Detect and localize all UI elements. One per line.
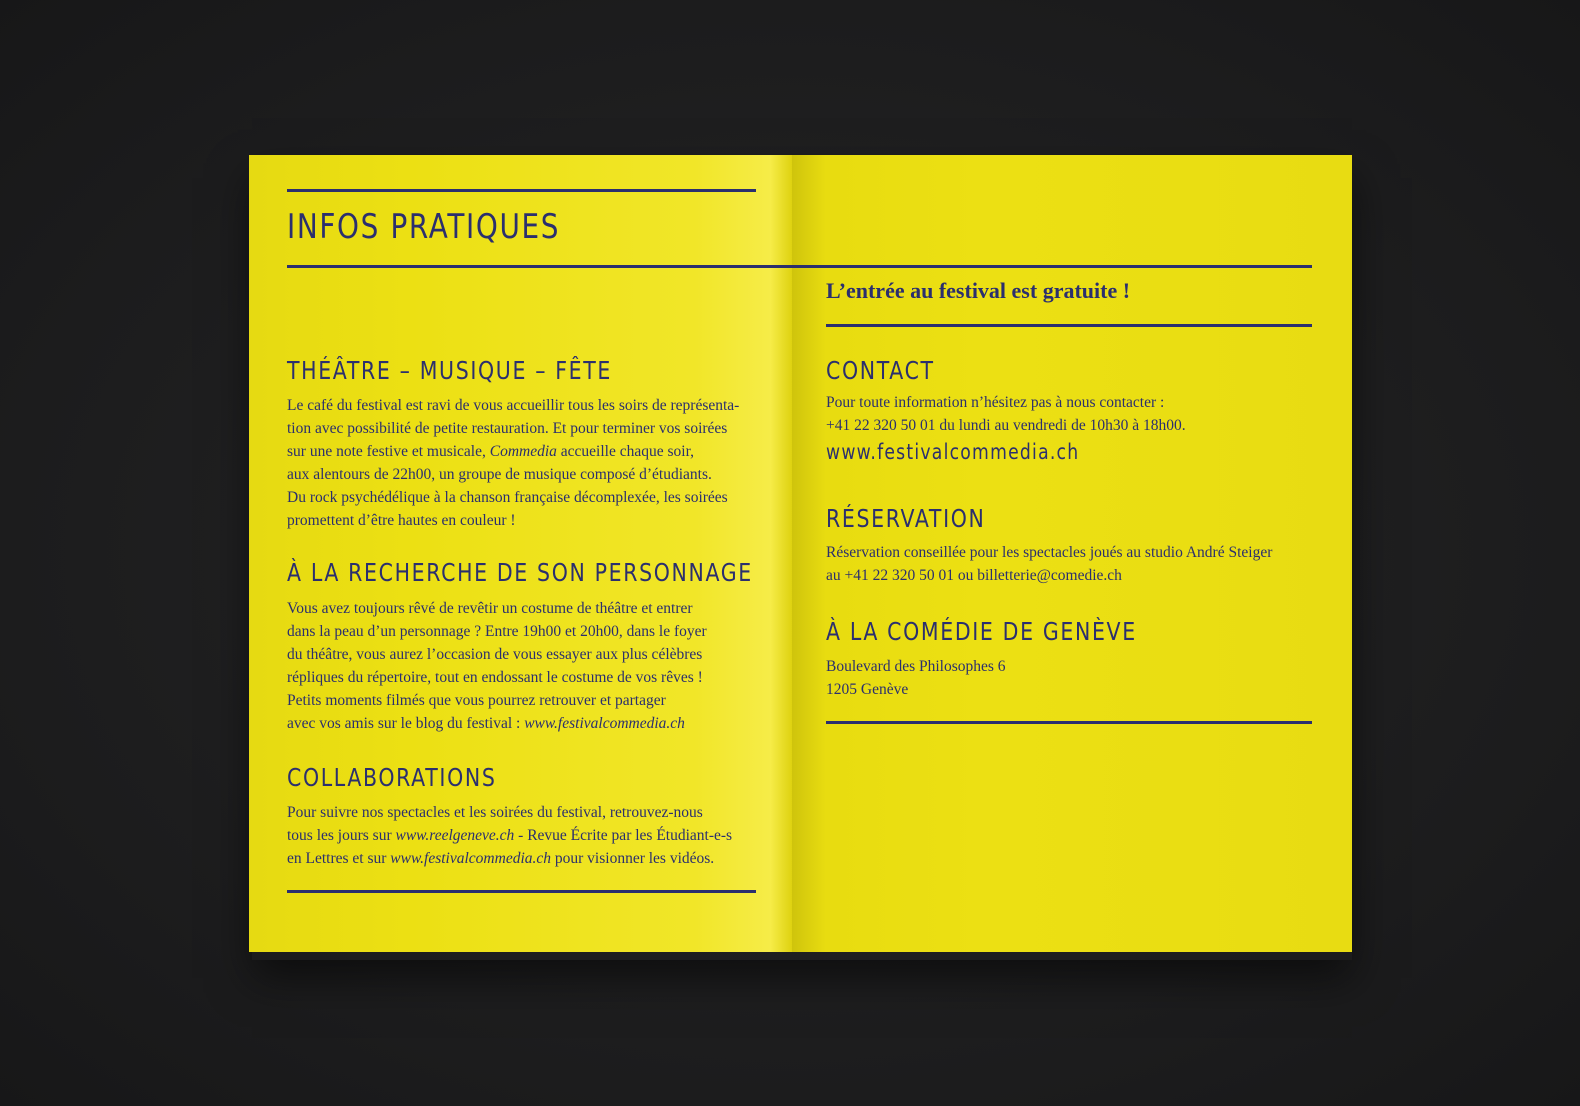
- reservation-heading: RÉSERVATION: [826, 504, 986, 533]
- address-heading: À LA COMÉDIE DE GENÈVE: [826, 617, 1137, 646]
- page-title: INFOS PRATIQUES: [287, 207, 561, 247]
- contact-body: Pour toute information n’hésitez pas à nous contacter : +41 22 320 50 01 du lundi au vendredi de 10h30 à 18h00.: [826, 394, 1186, 434]
- bottom-rule-left: [287, 890, 756, 893]
- section-body-personnage: Vous avez toujours rêvé de revêtir un costume de théâtre et entrer dans la peau d’un personnage ? Entre 19h00 et 20h00, dans le foyer du théâtre, vous aurez l’occasion de vous essayer aux plus célèbres répliques du répertoire, tout en endossant le costume de vos rêves ! Petits moments filmés que vous pourrez retrouver et partager avec vos amis sur le blog du festival : www.festivalcommedia.ch: [287, 600, 707, 732]
- title-rule: [287, 265, 1312, 268]
- section-heading-personnage: À LA RECHERCHE DE SON PERSONNAGE: [287, 558, 753, 587]
- section-body-theatre: Le café du festival est ravi de vous accueillir tous les soirs de représenta- tion avec possibilité de petite restauration. Et pour terminer vos soirées sur une note festive et musicale, Commedia accueille chaque soir, aux alentours de 22h00, un groupe de musique composé d’étudiants. Du rock psychédélique à la chanson française décomplexée, les soirées promettent d’être hautes en couleur !: [287, 397, 740, 529]
- top-rule-left: [287, 189, 756, 192]
- bottom-rule-right: [826, 721, 1312, 724]
- section-heading-theatre: THÉÂTRE – MUSIQUE – FÊTE: [287, 356, 613, 385]
- festival-link[interactable]: www.festivalcommedia.ch: [390, 850, 552, 867]
- reservation-body: Réservation conseillée pour les spectacles joués au studio André Steiger au +41 22 320 50 01 ou billetterie@comedie.ch: [826, 544, 1273, 584]
- tagline-rule: [826, 324, 1312, 327]
- reelgeneve-link[interactable]: www.reelgeneve.ch: [395, 827, 515, 844]
- blog-link[interactable]: www.festivalcommedia.ch: [524, 715, 685, 732]
- address-body: Boulevard des Philosophes 6 1205 Genève: [826, 658, 1006, 698]
- contact-website-link[interactable]: www.festivalcommedia.ch: [826, 440, 1080, 464]
- section-heading-collaborations: COLLABORATIONS: [287, 763, 497, 792]
- contact-heading: CONTACT: [826, 356, 935, 385]
- free-entry-tagline: L’entrée au festival est gratuite !: [826, 278, 1131, 303]
- section-body-collaborations: Pour suivre nos spectacles et les soirées du festival, retrouvez-nous tous les jours sur www.reelgeneve.ch - Revue Écrite par les Étudiant-e-s en Lettres et sur www.festivalcommedia.ch pour visionner les vidéos.: [287, 804, 733, 867]
